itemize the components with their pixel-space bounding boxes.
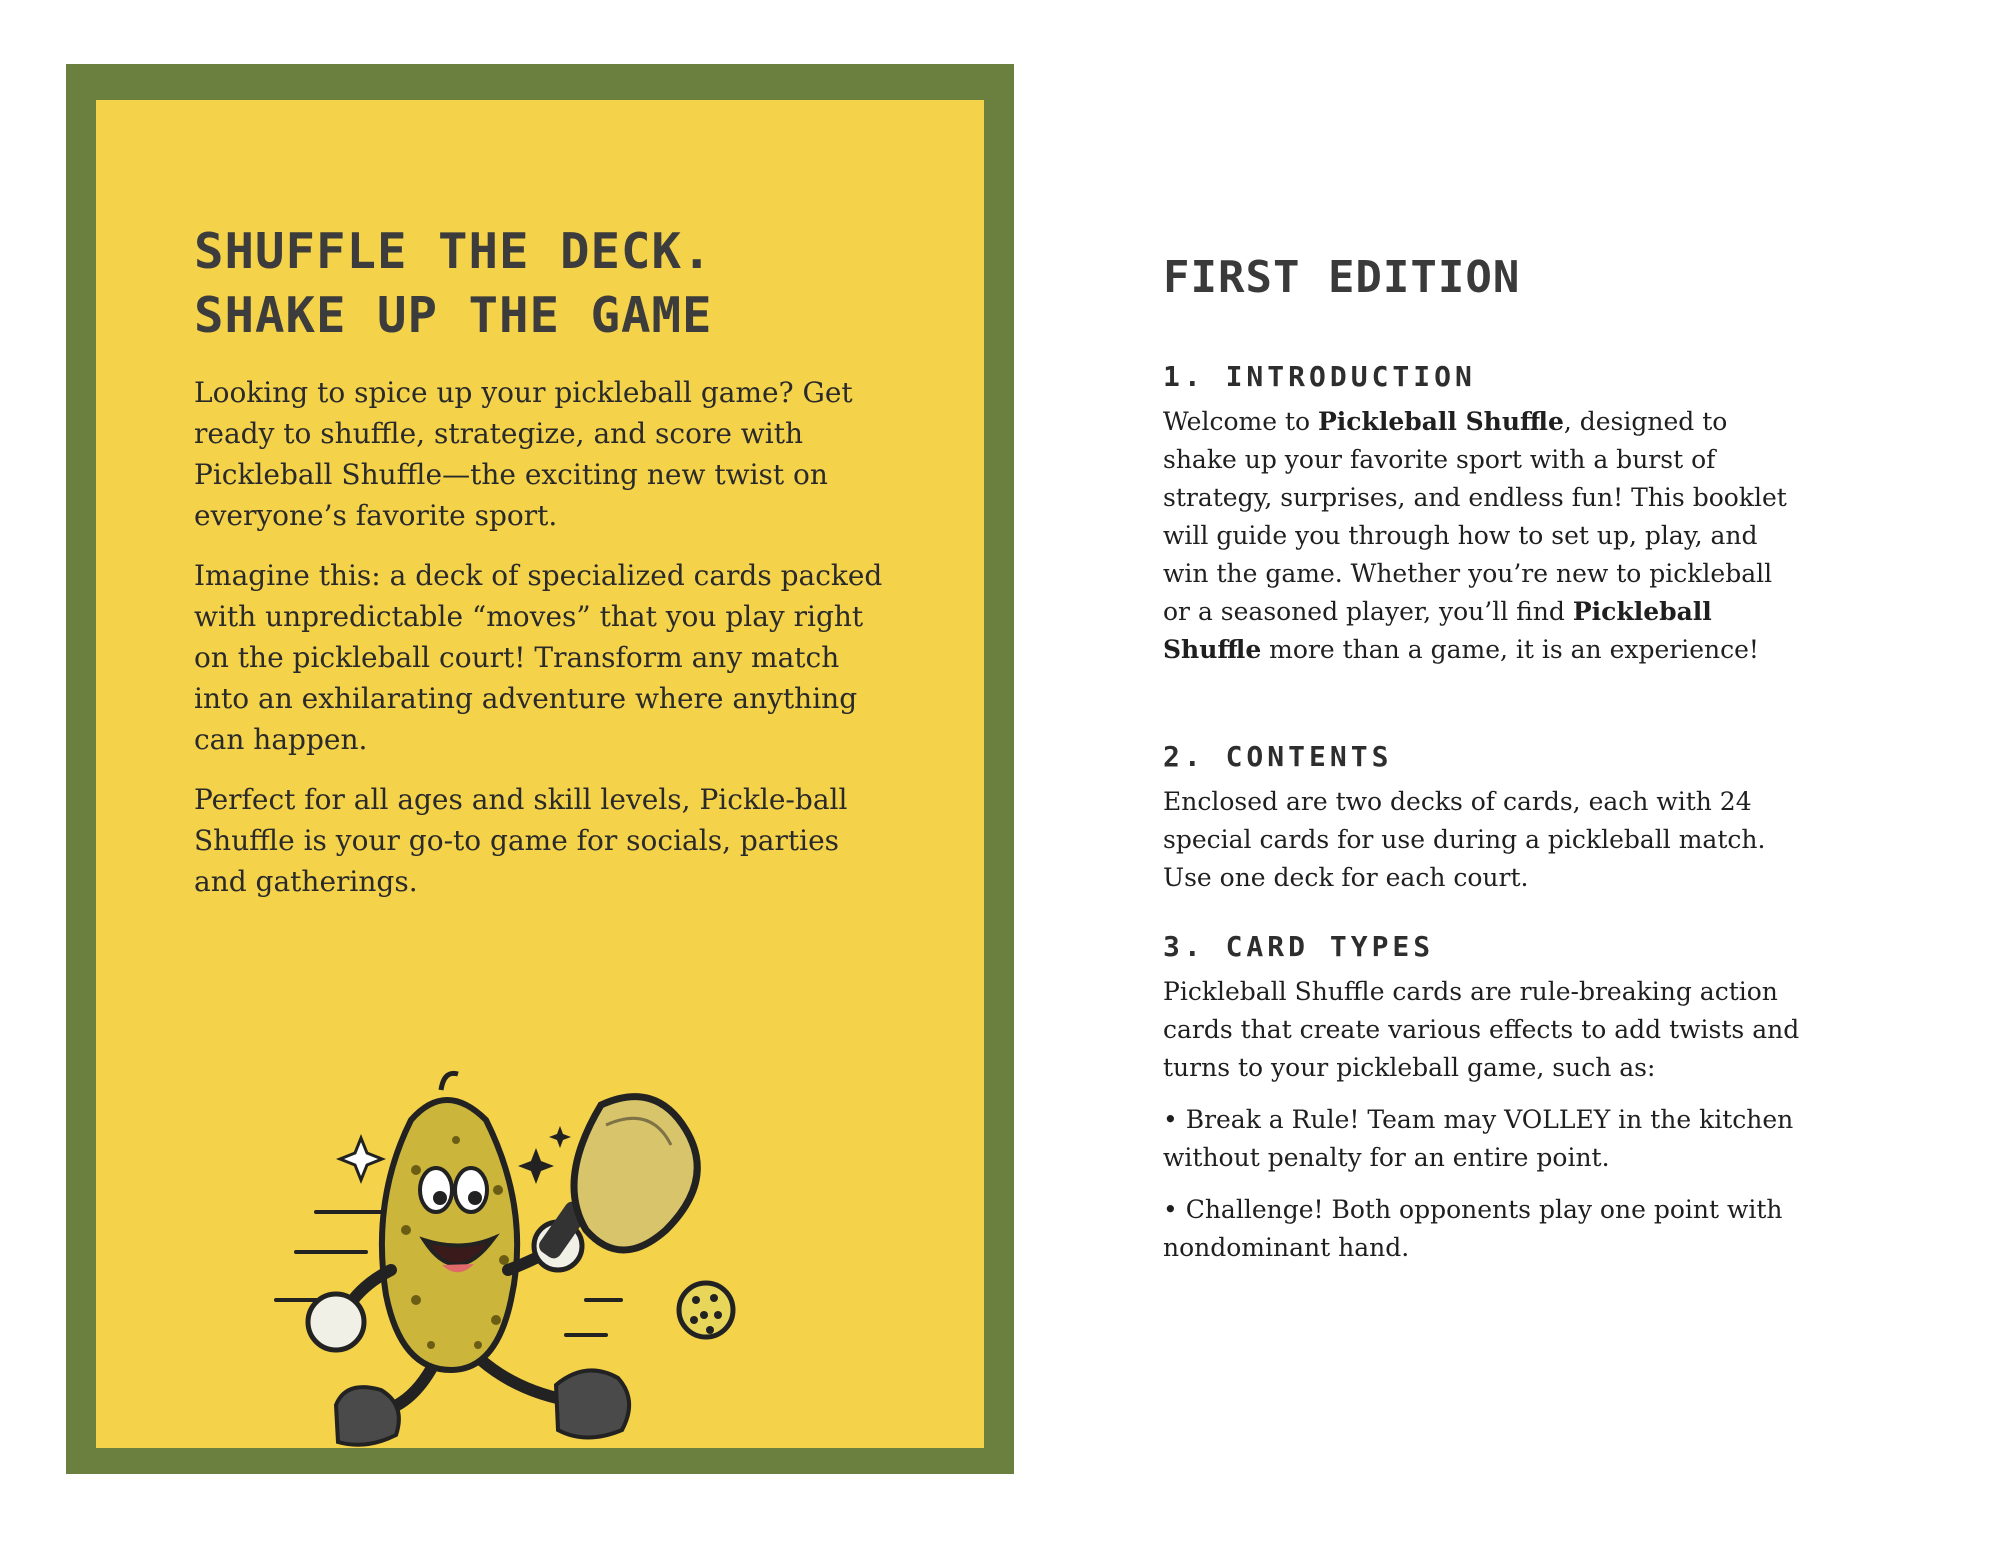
- introduction-text: [1163, 403, 1803, 669]
- card-headline: [194, 220, 713, 348]
- introduction-heading: 1. INTRODUCTION: [1163, 360, 1476, 393]
- intro-text-a: Welcome to: [1163, 407, 1318, 436]
- pickle-mascot-with-paddle-icon: [266, 1060, 826, 1448]
- section-card-types: [1163, 930, 1803, 1281]
- section-contents: [1163, 740, 1803, 911]
- contents-text: Enclosed are two decks of cards, each with 24 special cards for use during a pickleball match. Use one deck for each court.: [1163, 787, 1766, 892]
- headline-line-2: SHAKE UP THE GAME: [194, 287, 713, 344]
- intro-text-c: more than a game, it is an experience!: [1261, 635, 1759, 664]
- card-paragraph-3: Perfect for all ages and skill levels, Pickle-ball Shuffle is your go-to game for socials, parties and gatherings.: [194, 783, 848, 898]
- section-introduction: [1163, 360, 1803, 683]
- contents-heading: 2. CONTENTS: [1163, 740, 1393, 773]
- intro-brand-1: Pickleball Shuffle: [1318, 407, 1564, 436]
- card-types-heading: 3. CARD TYPES: [1163, 930, 1435, 963]
- intro-text-b: , designed to shake up your favorite sport with a burst of strategy, surprises, and endless fun! This booklet will guide you through how to set up, play, and win the game. Whether you’re new to pickleball or a seasoned player, you’ll find: [1163, 407, 1787, 626]
- edition-title: FIRST EDITION: [1163, 252, 1521, 303]
- card-border: [66, 64, 1014, 1474]
- headline-line-1: SHUFFLE THE DECK.: [194, 223, 713, 280]
- card-types-bullet-1: • Break a Rule! Team may VOLLEY in the kitchen without penalty for an entire point.: [1163, 1105, 1794, 1172]
- promo-card: [96, 100, 984, 1448]
- intro-brand-2: Pickleball Shuffle: [1163, 597, 1712, 664]
- card-types-text: Pickleball Shuffle cards are rule-breaking action cards that create various effects to add twists and turns to your pickleball game, such as:: [1163, 977, 1800, 1082]
- card-types-bullet-2: • Challenge! Both opponents play one point with nondominant hand.: [1163, 1195, 1783, 1262]
- card-body: [194, 372, 894, 921]
- card-paragraph-1: Looking to spice up your pickleball game? Get ready to shuffle, strategize, and score with Pickleball Shuffle—the exciting new twist on everyone’s favorite sport.: [194, 376, 853, 532]
- card-paragraph-2: Imagine this: a deck of specialized cards packed with unpredictable “moves” that you play right on the pickleball court! Transform any match into an exhilarating adventure where anything can happen.: [194, 559, 883, 756]
